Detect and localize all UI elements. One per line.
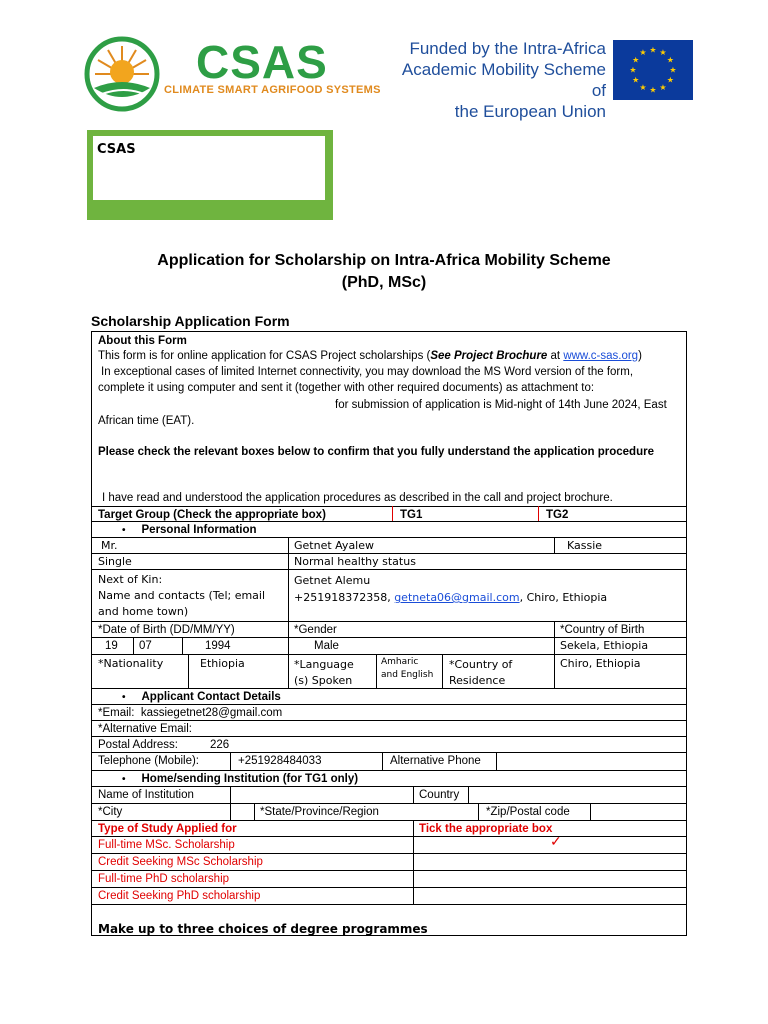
funding-line-1: Funded by the Intra-Africa [409,39,606,58]
tick-box-label: Tick the appropriate box [419,823,553,835]
eu-star-icon: ★ [629,65,637,75]
about-line-1c: at [547,350,564,362]
eu-star-icon: ★ [666,55,674,65]
form-heading: Scholarship Application Form [91,313,290,329]
residence-label-1: *Country of [449,658,513,671]
language-2: and English [381,670,434,680]
eu-star-icon: ★ [632,55,640,65]
next-of-kin-label-1: Next of Kin: [98,573,163,586]
next-of-kin-value [294,572,607,606]
kin-contacts [294,589,607,606]
funding-statement [384,38,606,122]
eu-flag-icon [613,40,693,100]
surname-value: Kassie [567,539,603,552]
kin-name: Getnet Alemu [294,574,371,587]
study-option-4: Credit Seeking PhD scholarship [98,890,261,902]
kin-email-link[interactable]: getneta06@gmail.com [394,591,520,604]
nationality-value: Ethiopia [200,657,245,670]
postal-label: Postal Address: [98,739,178,751]
tg1-option[interactable]: TG1 [400,509,423,521]
eu-star-icon: ★ [659,82,667,92]
gender-value: Male [314,640,339,652]
phone-label: Telephone (Mobile): [98,755,200,767]
nationality-label: *Nationality [98,657,164,670]
about-line-3: complete it using computer and sent it (together with other required documents) as attachment to: [98,382,595,394]
csas-box-label: CSAS [97,142,136,157]
health-status-value: Normal healthy status [294,555,416,568]
about-line-2: In exceptional cases of limited Internet connectivity, you may download the MS Word version of the form, [101,366,634,378]
document-title-line-1: Application for Scholarship on Intra-Africa Mobility Scheme [157,252,611,269]
about-line-5: African time (EAT). [98,415,195,427]
country-birth-label: *Country of Birth [560,624,645,636]
eu-star-icon: ★ [649,85,657,95]
alt-email-label: *Alternative Email: [98,723,192,735]
read-statement: I have read and understood the application procedures as described in the call and project brochure. [102,492,613,504]
next-of-kin-label-3: and home town) [98,605,189,618]
csas-tagline: CLIMATE SMART AGRIFOOD SYSTEMS [164,84,381,96]
eu-star-icon: ★ [632,75,640,85]
country-label: Country [419,789,460,801]
study-type-label: Type of Study Applied for [98,823,237,835]
funding-line-2: Academic Mobility Scheme of [401,60,606,100]
country-birth-value: Sekela, Ethiopia [560,639,649,652]
eu-star-icon: ★ [669,65,677,75]
marital-status-value: Single [98,555,132,568]
funding-line-3: the European Union [454,102,606,121]
about-line-1 [98,349,642,363]
eu-star-icon: ★ [649,45,657,55]
about-line-1a: This form is for online application for CSAS Project scholarships ( [98,350,431,362]
website-link[interactable]: www.c-sas.org [563,350,639,362]
postal-value: 226 [210,739,230,751]
checkmark-icon[interactable]: ✓ [550,833,562,849]
eu-star-icon: ★ [659,48,667,58]
institution-heading-text: Home/sending Institution (for TG1 only) [141,773,359,785]
city-label: *City [98,806,123,818]
phone-value: +251928484033 [238,755,322,767]
language-label-2: (s) Spoken [294,674,353,687]
document-title [0,250,768,294]
dob-day: 19 [105,640,118,652]
state-label: *State/Province/Region [260,806,379,818]
kin-town: , Chiro, Ethiopia [519,591,608,604]
dob-label: *Date of Birth (DD/MM/YY) [98,624,235,636]
language-value [381,656,433,682]
bullet-icon: • [122,525,126,536]
language-label-1: *Language [294,658,354,671]
given-names-value: Getnet Ayalew [294,539,375,552]
email-value: kassiegetnet28@gmail.com [140,707,283,719]
target-group-label: Target Group (Check the appropriate box) [98,509,326,521]
csas-wordmark: CSAS [196,36,328,88]
brochure-reference: See Project Brochure [430,350,548,362]
eu-star-icon: ★ [639,82,647,92]
tg2-option[interactable]: TG2 [546,509,569,521]
alt-phone-label: Alternative Phone [390,755,481,767]
programmes-heading: Make up to three choices of degree programmes [98,922,428,936]
email-row [98,706,282,720]
bullet-icon: • [122,692,126,703]
residence-label-2: Residence [449,674,506,687]
check-prompt: Please check the relevant boxes below to confirm that you fully understand the application procedure [98,446,654,458]
csas-logo-icon [84,36,160,112]
residence-label [449,657,512,689]
gender-label: *Gender [294,624,337,636]
about-heading: About this Form [98,335,187,347]
next-of-kin-label [98,572,265,620]
about-line-4: for submission of application is Mid-night of 14th June 2024, East [335,399,667,411]
title-value: Mr. [101,539,118,552]
residence-value: Chiro, Ethiopia [560,657,641,670]
eu-star-icon: ★ [666,75,674,85]
bullet-icon: • [122,774,126,785]
language-1: Amharic [381,657,419,667]
eu-star-icon: ★ [639,48,647,58]
language-label [294,657,354,689]
study-option-2: Credit Seeking MSc Scholarship [98,856,263,868]
csas-label-box [87,130,333,220]
csas-label-box-inner [93,136,325,200]
contact-heading-text: Applicant Contact Details [141,691,281,703]
zip-label: *Zip/Postal code [486,806,570,818]
study-option-3: Full-time PhD scholarship [98,873,230,885]
personal-info-heading [122,523,257,538]
application-form-table [91,331,687,936]
institution-name-label: Name of Institution [98,789,194,801]
dob-year: 1994 [205,640,231,652]
personal-info-heading-text: Personal Information [141,524,257,536]
next-of-kin-label-2: Name and contacts (Tel; email [98,589,266,602]
study-option-1: Full-time MSc. Scholarship [98,839,235,851]
institution-heading [122,772,358,787]
kin-phone: +251918372358, [294,591,395,604]
about-line-1d: ) [638,350,642,362]
document-title-line-2: (PhD, MSc) [341,274,427,291]
dob-month: 07 [139,640,152,652]
email-label: *Email: [98,707,135,719]
contact-heading [122,690,281,705]
